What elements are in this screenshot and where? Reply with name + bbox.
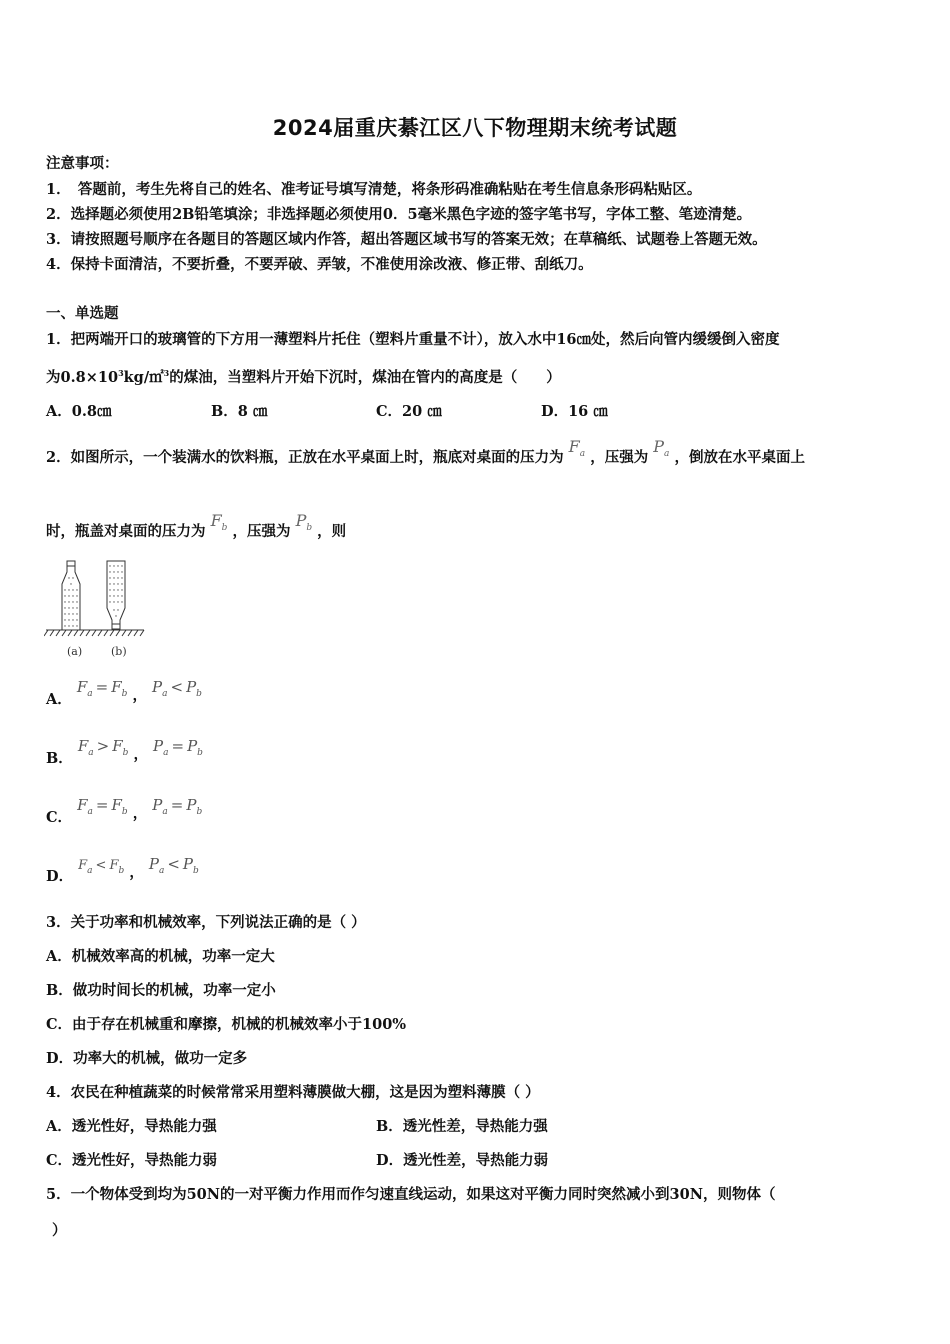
bottle-inverted xyxy=(107,561,125,629)
q4-option-b: B．透光性差，导热能力强 xyxy=(376,1118,548,1135)
q1-stem-line1: 1．把两端开口的玻璃管的下方用一薄塑料片托住（塑料片重量不计），放入水中16㎝处，然后向管内缓缓倒入密度 xyxy=(46,331,780,348)
q5-stem-line2: ） xyxy=(52,1222,67,1239)
q3-option-b: B．做功时间长的机械，功率一定小 xyxy=(46,982,276,999)
table-surface xyxy=(44,630,144,636)
q2-stem-line1: 2．如图所示，一个装满水的饮料瓶，正放在水平桌面上时，瓶底对桌面的压力为 $F_a$ ，压强为 $P_a$ ，倒放在水平桌面上 xyxy=(46,437,805,466)
q2-option-c: C． $F_a = F_b$ ， $P_a = P_b$ xyxy=(46,796,203,826)
var-fa: $F_a$ xyxy=(568,437,586,459)
page-title: 2024届重庆綦江区八下物理期末统考试题 xyxy=(272,116,678,140)
q4-option-a: A．透光性好，导热能力强 xyxy=(46,1118,217,1135)
q5-stem-line1: 5．一个物体受到均为50N的一对平衡力作用而作匀速直线运动，如果这对平衡力同时突然减小到30N，则物体（ xyxy=(46,1186,776,1203)
q1-option-d: D．16 ㎝ xyxy=(541,403,608,420)
q1-stem-line2: 为$0.8\times 10^3kg/㎡^3$的煤油，当塑料片开始下沉时，煤油在管内的高度是（ ） xyxy=(46,368,561,386)
q3-option-d: D．功率大的机械，做功一定多 xyxy=(46,1050,248,1067)
q1-option-a: A．0.8㎝ xyxy=(46,403,112,420)
q4-stem: 4．农民在种植蔬菜的时候常常采用塑料薄膜做大棚，这是因为塑料薄膜（ ） xyxy=(46,1084,540,1101)
caption-a: (a) xyxy=(67,645,83,658)
caption-b: (b) xyxy=(111,645,127,658)
q2-option-a: A． $F_a = F_b$ ， $P_a < P_b$ xyxy=(46,678,202,708)
var-fb: $F_b$ xyxy=(210,511,228,533)
notice-item-4: 4．保持卡面清洁，不要折叠，不要弄破、弄皱，不准使用涂改液、修正带、刮纸刀。 xyxy=(46,256,593,273)
var-pa: $P_a$ xyxy=(653,437,670,459)
q1-option-c: C．20 ㎝ xyxy=(376,403,442,420)
q4-option-d: D．透光性差，导热能力弱 xyxy=(376,1152,549,1169)
notice-item-1: 1． 答题前，考生先将自己的姓名、准考证号填写清楚，将条形码准确粘贴在考生信息条形码粘贴区。 xyxy=(46,181,702,198)
notice-item-3: 3．请按照题号顺序在各题目的答题区域内作答，超出答题区域书写的答案无效；在草稿纸、试题卷上答题无效。 xyxy=(46,231,767,248)
q2-option-d: D． $F_a < F_b$ ， $P_a < P_b$ xyxy=(46,855,199,885)
q3-option-a: A．机械效率高的机械，功率一定大 xyxy=(46,948,275,965)
q2-option-b: B． $F_a > F_b$ ， $P_a = P_b$ xyxy=(46,737,203,767)
q2-stem-line2: 时，瓶盖对桌面的压力为 $F_b$ ，压强为 $P_b$ ，则 xyxy=(46,511,347,540)
var-pb: $P_b$ xyxy=(295,511,313,533)
q3-option-c: C．由于存在机械重和摩擦，机械的机械效率小于100% xyxy=(46,1016,407,1033)
notice-heading: 注意事项： xyxy=(46,155,119,172)
bottle-figure xyxy=(44,558,148,662)
notice-item-2: 2．选择题必须使用2B铅笔填涂；非选择题必须使用0．5毫米黑色字迹的签字笔书写，字体工整、笔迹清楚。 xyxy=(46,206,752,223)
section-heading: 一、单选题 xyxy=(46,305,119,322)
bottle-upright xyxy=(62,561,80,630)
q4-option-c: C．透光性好，导热能力弱 xyxy=(46,1152,218,1169)
q1-option-b: B．8 ㎝ xyxy=(211,403,268,420)
q3-stem: 3．关于功率和机械效率，下列说法正确的是（ ） xyxy=(46,914,366,931)
